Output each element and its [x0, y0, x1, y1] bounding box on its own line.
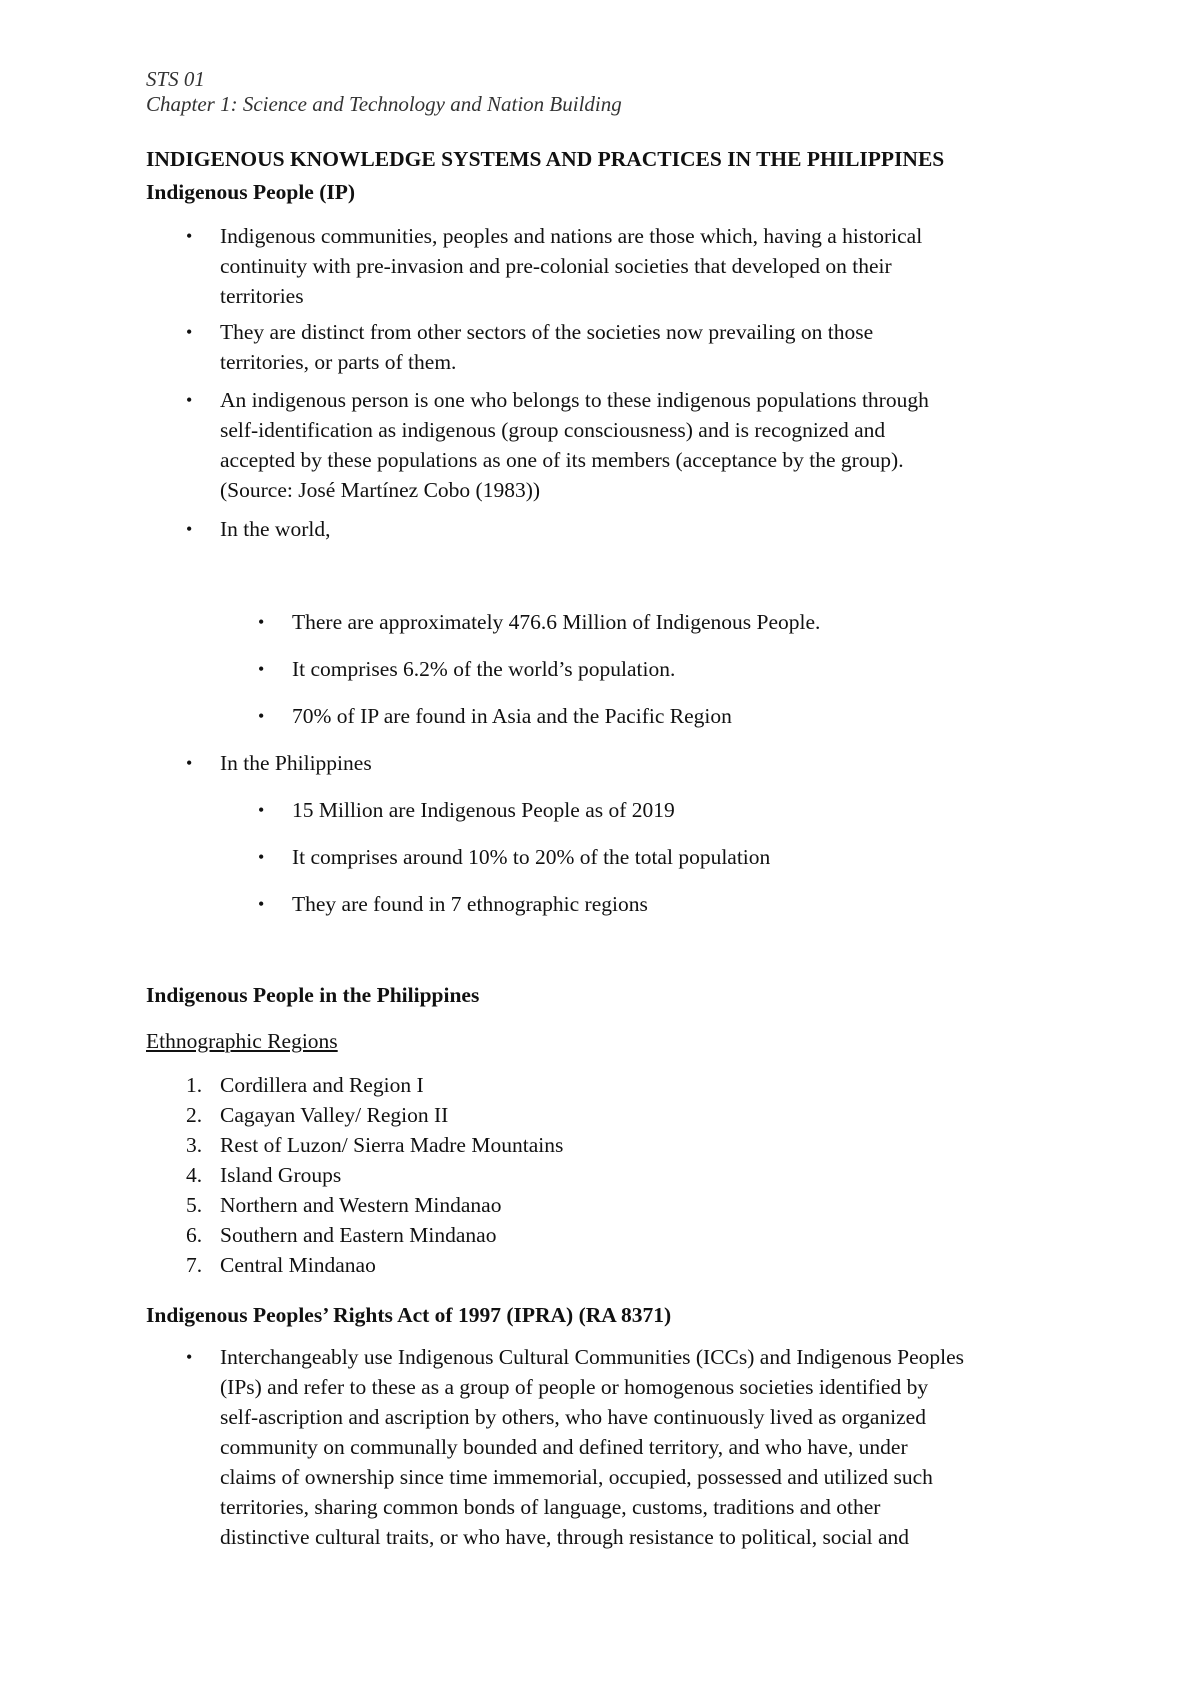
bullet-dot: •	[186, 519, 193, 539]
bullet-in-the-philippines: • In the Philippines	[220, 748, 372, 778]
bullet-dot: •	[186, 753, 193, 773]
course-code: STS 01	[146, 67, 205, 91]
bullet-ip-person: • An indigenous person is one who belongs to these indigenous populations through self-identification as indigenous (group consciousness) and is recognized and accepted by these populations as one of its members (acceptance by the group). (Source: José Martínez Cobo (1983))	[220, 385, 929, 505]
bullet-ipra-definition: • Interchangeably use Indigenous Cultural Communities (ICCs) and Indigenous Peoples (IPs) and refer to these as a group of people or homogenous societies identified by self-ascription and ascription by others, who have continuously lived as organized community on communally bounded and defined territory, and who have, under claims of ownership since time immemorial, occupied, possessed and utilized such territories, sharing common bonds of language, customs, traditions and other distinctive cultural traits, or who have, through resistance to political, social and	[220, 1342, 964, 1552]
sub-bullet-world-count: • There are approximately 476.6 Million of Indigenous People.	[292, 607, 820, 637]
region-item: 7. Central Mindanao	[186, 1253, 376, 1277]
bullet-ip-definition: • Indigenous communities, peoples and nations are those which, having a historical continuity with pre-invasion and pre-colonial societies that developed on their territories	[220, 221, 922, 311]
bullet-dot: •	[258, 659, 265, 679]
chapter-title: Chapter 1: Science and Technology and Nation Building	[146, 92, 622, 116]
bullet-ip-distinct: • They are distinct from other sectors of the societies now prevailing on those territories, or parts of them.	[220, 317, 873, 377]
region-item: 5. Northern and Western Mindanao	[186, 1193, 502, 1217]
sub-bullet-world-share: • It comprises 6.2% of the world’s population.	[292, 654, 675, 684]
sub-bullet-world-asia: • 70% of IP are found in Asia and the Pacific Region	[292, 701, 732, 731]
document-title: INDIGENOUS KNOWLEDGE SYSTEMS AND PRACTICES IN THE PHILIPPINES	[146, 147, 945, 171]
section-heading-ipra: Indigenous Peoples’ Rights Act of 1997 (IPRA) (RA 8371)	[146, 1303, 672, 1327]
bullet-dot: •	[186, 322, 193, 342]
bullet-dot: •	[186, 390, 193, 410]
bullet-dot: •	[258, 706, 265, 726]
region-item: 3. Rest of Luzon/ Sierra Madre Mountains	[186, 1133, 564, 1157]
region-item: 4. Island Groups	[186, 1163, 342, 1187]
bullet-dot: •	[258, 612, 265, 632]
bullet-dot: •	[186, 226, 193, 246]
region-item: 2. Cagayan Valley/ Region II	[186, 1103, 449, 1127]
section-heading-ip: Indigenous People (IP)	[146, 180, 356, 204]
subheading-ethnographic-regions: Ethnographic Regions	[146, 1029, 338, 1053]
region-item: 6. Southern and Eastern Mindanao	[186, 1223, 497, 1247]
bullet-in-the-world: • In the world,	[220, 514, 330, 544]
bullet-dot: •	[258, 847, 265, 867]
bullet-dot: •	[258, 800, 265, 820]
region-item: 1. Cordillera and Region I	[186, 1073, 424, 1097]
sub-bullet-ph-regions: • They are found in 7 ethnographic regions	[292, 889, 648, 919]
sub-bullet-ph-share: • It comprises around 10% to 20% of the total population	[292, 842, 770, 872]
section-heading-ph: Indigenous People in the Philippines	[146, 983, 480, 1007]
sub-bullet-ph-count: • 15 Million are Indigenous People as of 2019	[292, 795, 675, 825]
bullet-dot: •	[186, 1347, 193, 1367]
bullet-dot: •	[258, 894, 265, 914]
